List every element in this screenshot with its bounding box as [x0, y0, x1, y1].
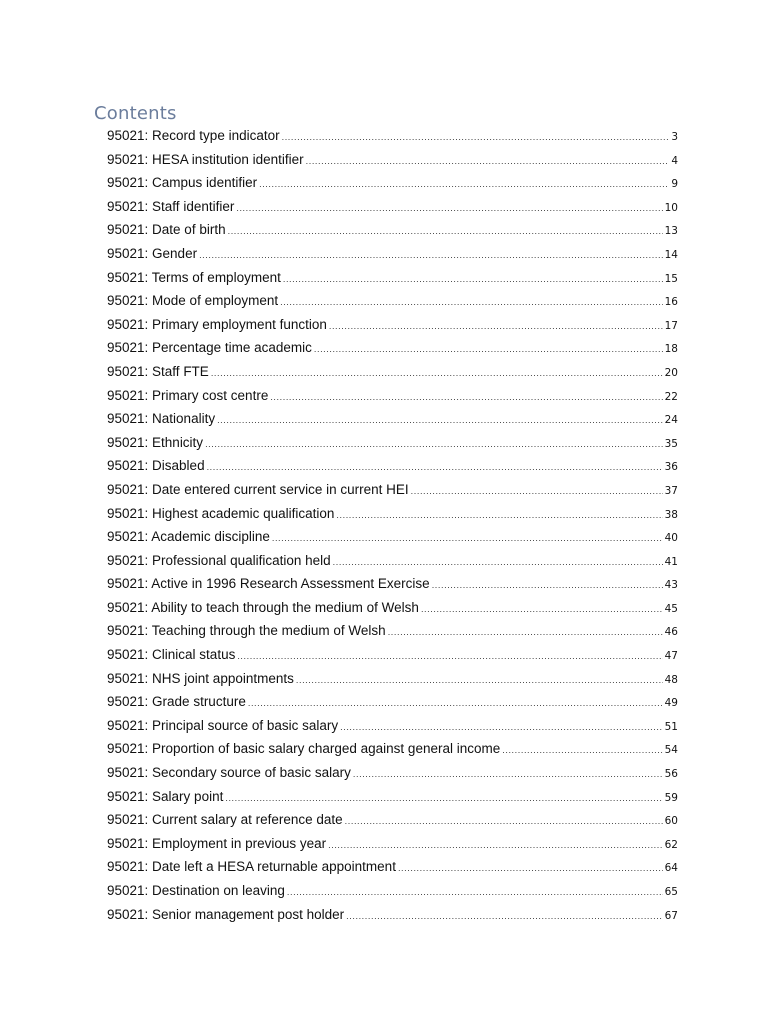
- toc-entry-label: 95021: Campus identifier: [107, 175, 258, 191]
- toc-dot-leader: [228, 220, 663, 244]
- toc-entry[interactable]: [107, 690, 678, 714]
- toc-entry[interactable]: [107, 761, 678, 785]
- toc-entry-page-number: 36: [664, 461, 678, 474]
- toc-entry[interactable]: [107, 266, 678, 290]
- toc-entry-page-number: 43: [664, 579, 678, 592]
- toc-entry-page-number: 67: [664, 909, 678, 922]
- toc-dot-leader: [270, 386, 662, 410]
- toc-entry-label: 95021: Grade structure: [107, 694, 246, 710]
- toc-entry-label: 95021: Disabled: [107, 458, 205, 474]
- toc-entry-page-number: 3: [671, 131, 678, 143]
- toc-entry[interactable]: [107, 596, 678, 620]
- toc-dot-leader: [333, 551, 663, 575]
- toc-entry-page-number: 14: [664, 248, 678, 261]
- toc-dot-leader: [287, 881, 663, 905]
- toc-entry-page-number: 40: [664, 532, 678, 545]
- toc-entry-label: 95021: Primary cost centre: [107, 387, 269, 403]
- toc-entry-label: 95021: HESA institution identifier: [107, 151, 304, 167]
- toc-entry-page-number: 16: [664, 296, 678, 309]
- toc-entry[interactable]: [107, 785, 678, 809]
- toc-entry[interactable]: [107, 832, 678, 856]
- toc-entry-page-number: 20: [664, 366, 678, 379]
- toc-dot-leader: [346, 905, 662, 929]
- toc-entry-page-number: 54: [664, 744, 678, 757]
- toc-entry-page-number: 37: [664, 484, 678, 497]
- toc-entry[interactable]: [107, 549, 678, 573]
- toc-entry-label: 95021: Percentage time academic: [107, 340, 312, 356]
- toc-entry-label: 95021: Ethnicity: [107, 434, 204, 450]
- toc-entry-page-number: 17: [664, 319, 678, 332]
- toc-entry-label: 95021: Terms of employment: [107, 269, 281, 285]
- toc-entry-page-number: 38: [664, 508, 678, 521]
- toc-entry-page-number: 45: [664, 602, 678, 615]
- toc-entry-label: 95021: Teaching through the medium of Welsh: [107, 623, 386, 639]
- toc-entry-label: 95021: Salary point: [107, 788, 224, 804]
- toc-entry[interactable]: [107, 124, 678, 148]
- toc-entry-page-number: 59: [664, 791, 678, 804]
- toc-dot-leader: [421, 598, 663, 622]
- toc-dot-leader: [306, 150, 670, 174]
- toc-entry-page-number: 41: [664, 555, 678, 568]
- toc-entry-page-number: 9: [671, 178, 678, 191]
- toc-dot-leader: [225, 787, 662, 811]
- toc-entry[interactable]: [107, 667, 678, 691]
- toc-entry-label: 95021: Current salary at reference date: [107, 812, 343, 828]
- toc-entry-label: 95021: Date left a HESA returnable appointment: [107, 859, 396, 875]
- toc-heading: Contents: [94, 103, 177, 124]
- toc-dot-leader: [329, 315, 663, 339]
- toc-dot-leader: [237, 645, 662, 669]
- toc-entry-page-number: 62: [664, 838, 678, 851]
- toc-entry-label: 95021: Clinical status: [107, 647, 236, 663]
- toc-entry[interactable]: [107, 879, 678, 903]
- toc-dot-leader: [398, 857, 663, 881]
- toc-dot-leader: [199, 244, 663, 268]
- toc-entry[interactable]: [107, 478, 678, 502]
- toc-entry-label: 95021: Proportion of basic salary charged against general income: [107, 741, 501, 757]
- toc-entry[interactable]: [107, 808, 678, 832]
- toc-entry-page-number: 10: [664, 201, 678, 214]
- toc-entry[interactable]: [107, 431, 678, 455]
- toc-entry-page-number: 47: [664, 650, 678, 663]
- toc-entry-page-number: 18: [664, 343, 678, 356]
- toc-entry-label: 95021: Professional qualification held: [107, 552, 331, 568]
- toc-entry-page-number: 13: [664, 225, 678, 238]
- toc-entry[interactable]: [107, 195, 678, 219]
- toc-entry[interactable]: [107, 525, 678, 549]
- toc-entry-page-number: 15: [664, 272, 678, 285]
- toc-dot-leader: [205, 433, 663, 457]
- toc-entry[interactable]: [107, 737, 678, 761]
- toc-dot-leader: [340, 716, 663, 740]
- toc-entry-page-number: 4: [671, 154, 678, 167]
- toc-entry-label: 95021: Primary employment function: [107, 316, 327, 332]
- toc-entry-page-number: 35: [664, 437, 678, 450]
- toc-entry-page-number: 64: [664, 862, 678, 875]
- toc-dot-leader: [432, 574, 663, 598]
- toc-entry-label: 95021: Staff FTE: [107, 363, 209, 379]
- toc-entry-label: 95021: Active in 1996 Research Assessment Exercise: [107, 576, 430, 592]
- toc-entry[interactable]: [107, 313, 678, 337]
- toc-entry[interactable]: [107, 242, 678, 266]
- toc-entry-label: 95021: Gender: [107, 245, 198, 261]
- toc-entry-page-number: 56: [664, 768, 678, 781]
- toc-entry[interactable]: [107, 855, 678, 879]
- toc-dot-leader: [236, 197, 662, 221]
- toc-entry-label: 95021: Secondary source of basic salary: [107, 765, 351, 781]
- toc-entry-page-number: 22: [664, 390, 678, 403]
- toc-entry-label: 95021: Date of birth: [107, 222, 226, 238]
- toc-dot-leader: [248, 692, 663, 716]
- toc-entry[interactable]: [107, 619, 678, 643]
- toc-dot-leader: [207, 456, 663, 480]
- toc-entry-label: 95021: Highest academic qualification: [107, 505, 335, 521]
- toc-entry[interactable]: [107, 171, 678, 195]
- toc-entry-label: 95021: Record type indicator: [107, 128, 280, 143]
- toc-entry[interactable]: [107, 643, 678, 667]
- toc-dot-leader: [283, 268, 663, 292]
- toc-entry-label: 95021: Nationality: [107, 411, 216, 427]
- toc-dot-leader: [217, 409, 663, 433]
- toc-dot-leader: [328, 834, 663, 858]
- toc-dot-leader: [314, 338, 663, 362]
- toc-entry[interactable]: [107, 572, 678, 596]
- toc-entry[interactable]: [107, 384, 678, 408]
- toc-entry-label: 95021: Staff identifier: [107, 198, 235, 214]
- toc-entry-page-number: 49: [664, 697, 678, 710]
- toc-entry[interactable]: [107, 407, 678, 431]
- toc-entry-label: 95021: Employment in previous year: [107, 835, 327, 851]
- toc-dot-leader: [259, 173, 669, 197]
- toc-entry-label: 95021: Academic discipline: [107, 529, 270, 545]
- toc-entry-label: 95021: NHS joint appointments: [107, 670, 294, 686]
- toc-entry-page-number: 60: [664, 815, 678, 828]
- toc-entry-label: 95021: Ability to teach through the medium of Welsh: [107, 599, 419, 615]
- toc-entry-label: 95021: Senior management post holder: [107, 906, 345, 922]
- toc-dot-leader: [280, 291, 663, 315]
- toc-dot-leader: [272, 527, 663, 551]
- toc-entry[interactable]: [107, 714, 678, 738]
- table-of-contents: [107, 124, 678, 926]
- toc-dot-leader: [282, 126, 670, 150]
- toc-entry[interactable]: [107, 218, 678, 242]
- toc-dot-leader: [502, 739, 662, 763]
- toc-entry[interactable]: [107, 148, 678, 172]
- toc-dot-leader: [296, 669, 663, 693]
- toc-entry-page-number: 65: [664, 886, 678, 898]
- toc-entry[interactable]: [107, 360, 678, 384]
- toc-entry-label: 95021: Date entered current service in current HEI: [107, 481, 409, 497]
- toc-dot-leader: [336, 504, 662, 528]
- toc-entry-page-number: 48: [664, 673, 678, 686]
- toc-dot-leader: [211, 362, 663, 386]
- toc-entry-label: 95021: Destination on leaving: [107, 883, 285, 898]
- toc-entry[interactable]: [107, 903, 678, 927]
- toc-entry-page-number: 51: [664, 720, 678, 733]
- toc-dot-leader: [388, 621, 663, 645]
- toc-entry-label: 95021: Mode of employment: [107, 293, 279, 309]
- toc-entry[interactable]: [107, 336, 678, 360]
- toc-entry[interactable]: [107, 289, 678, 313]
- toc-entry-page-number: 24: [664, 414, 678, 427]
- toc-entry-page-number: 46: [664, 626, 678, 639]
- toc-entry[interactable]: [107, 502, 678, 526]
- toc-dot-leader: [411, 480, 663, 504]
- toc-dot-leader: [345, 810, 663, 834]
- toc-entry[interactable]: [107, 454, 678, 478]
- toc-dot-leader: [353, 763, 663, 787]
- toc-entry-label: 95021: Principal source of basic salary: [107, 717, 339, 733]
